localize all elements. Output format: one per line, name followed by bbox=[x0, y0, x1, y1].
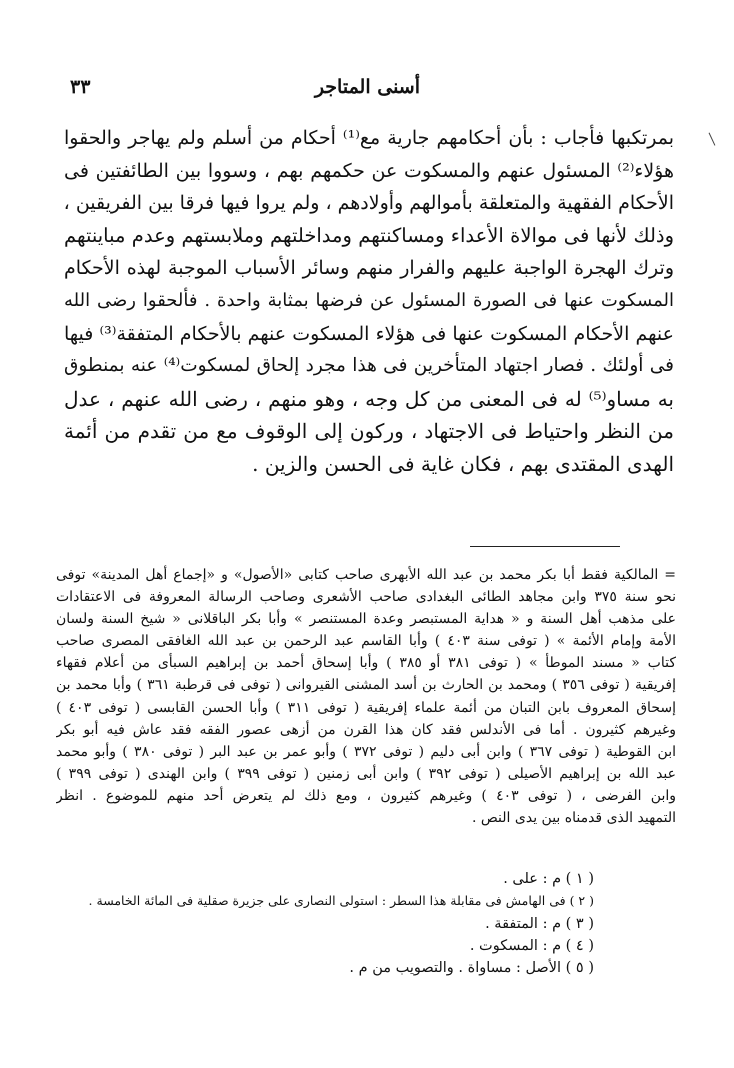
commentary-line: كتاب « مسند الموطأ » ( توفى ٣٨١ أو ٣٨٥ ) وأبا إسحاق أحمد بن إبراهيم السبأى من أعلام فقهاء bbox=[56, 655, 676, 672]
commentary-line: إسحاق المعروف بابن التبان من أئمة علماء إفريقية ( توفى ٣١١ ) وأبا الحسن القابسى ( توفى ٤٠٣ ) bbox=[56, 699, 676, 716]
commentary-line: عبد الله بن إبراهيم الأصيلى ( توفى ٣٩٢ ) وابن أبى زمنين ( توفى ٣٩٩ ) وابن الهندى ( توفى ٣٩٩ ) bbox=[56, 765, 676, 782]
main-text-line: وترك الهجرة الواجبة عليهم والفرار منهم وسائر الأسباب الموجبة لهذه الأحكام bbox=[64, 257, 674, 280]
main-text-line: وذلك لأنها فى موالاة الأعداء ومساكنتهم ومداخلتهم وملابستهم وعدم مباينتهم bbox=[64, 223, 674, 247]
commentary-line: على مذهب أهل السنة و « هداية المستبصر وعدة المستنصر » وأبا بكر الباقلانى « شيخ السنة ولسان bbox=[56, 611, 676, 628]
commentary-line: التمهيد الذى قدمناه بين يدى النص . bbox=[472, 810, 676, 827]
commentary-line: الأمة وإمام الأئمة » ( توفى سنة ٤٠٣ ) وأبا القاسم عبد الرحمن بن عبد الله الغافقى المصرى صاحب bbox=[56, 633, 676, 650]
main-text-line: عنهم الأحكام المسكوت عنها فى هؤلاء المسكوت عنهم بالأحكام المتفقة⁽³⁾ فيها bbox=[64, 322, 674, 345]
footnote-item: ( ٢ ) فى الهامش فى مقابلة هذا السطر : استولى النصارى على جزيرة صقلية فى المائة الخامسة . bbox=[88, 893, 594, 909]
main-text-line: هؤلاء⁽²⁾ المسئول عنهم والمسكوت عن حكمهم بهم ، وسووا بين الطائفتين فى bbox=[64, 159, 674, 182]
footnote-item: ( ٤ ) م : المسكوت . bbox=[469, 937, 594, 954]
footnote-separator bbox=[470, 546, 620, 547]
margin-pen-mark bbox=[709, 128, 725, 145]
footnote-commentary bbox=[56, 564, 676, 829]
page-header bbox=[70, 76, 670, 106]
main-text-line: فى أولئك . فصار اجتهاد المتأخرين فى هذا مجرد إلحاق لمسكوت⁽⁴⁾ عنه بمنطوق bbox=[64, 355, 674, 377]
main-text-line: المسكوت عنها فى الصورة المسئول عن فرضها بمثابة واحدة . فألحقوا رضى الله bbox=[64, 289, 674, 311]
main-text-line: بمرتكبها فأجاب : بأن أحكامهم جارية مع⁽¹⁾ أحكام من أسلم ولم يهاجر والحقوا bbox=[64, 127, 674, 149]
main-text-line: من النظر واحتياط فى الاجتهاد ، وركون إلى الوقوف مع من تقدم من أئمة bbox=[64, 419, 674, 444]
main-text-line: الأحكام الفقهية والمتعلقة بأموالهم وأولادهم ، ولم يروا فيها فرقا بين الفريقين ، bbox=[64, 192, 674, 215]
commentary-line: إفريقية ( توفى ٣٥٦ ) ومحمد بن الحارث بن أسد المشنى القيروانى ( توفى فى قرطبة ٣٦١ ) وأبا محمد بن bbox=[56, 677, 676, 694]
commentary-line: نحو سنة ٣٧٥ وابن مجاهد الطائى البغدادى صاحب الأشعرى وصاحب الرسالة المعروفة فى الاعتقادات bbox=[56, 589, 676, 606]
footnote-item: ( ٥ ) الأصل : مساواة . والتصويب من م . bbox=[349, 960, 594, 977]
footnotes-list bbox=[80, 868, 594, 979]
running-title: أسنى المتاجر bbox=[314, 76, 420, 98]
commentary-line: وغيرهم كثيرون . أما فى الأندلس فقد كان هذا القرن من أزهى عصور الفقه فقد عاش فيه أبو بكر bbox=[56, 721, 676, 738]
main-text-line: به مساو⁽⁵⁾ له فى المعنى من كل وجه ، وهو منهم ، رضى الله عنهم ، عدل bbox=[64, 386, 674, 411]
page-number: ٣٣ bbox=[70, 76, 91, 98]
commentary-line: ابن القوطية ( توفى ٣٦٧ ) وابن أبى دليم ( توفى ٣٧٢ ) وأبو عمر بن عبد البر ( توفى ٣٨٠ ) وأبو محمد bbox=[56, 743, 676, 760]
main-text bbox=[64, 122, 674, 481]
main-text-line: الهدى المقتدى بهم ، فكان غاية فى الحسن والزين . bbox=[252, 451, 674, 476]
commentary-line: وابن الفرضى ، ( توفى ٤٠٣ ) وغيرهم كثيرون ، ومع ذلك لم يتعرض أحد منهم للموضوع . انظر bbox=[56, 787, 676, 804]
footnote-item: ( ١ ) م : على . bbox=[503, 871, 594, 887]
commentary-line: = المالكية فقط أبا بكر محمد بن عبد الله الأبهرى صاحب كتابى «الأصول» و «إجماع أهل المدينة» توفى bbox=[56, 567, 676, 583]
footnote-item: ( ٣ ) م : المتفقة . bbox=[485, 915, 594, 932]
